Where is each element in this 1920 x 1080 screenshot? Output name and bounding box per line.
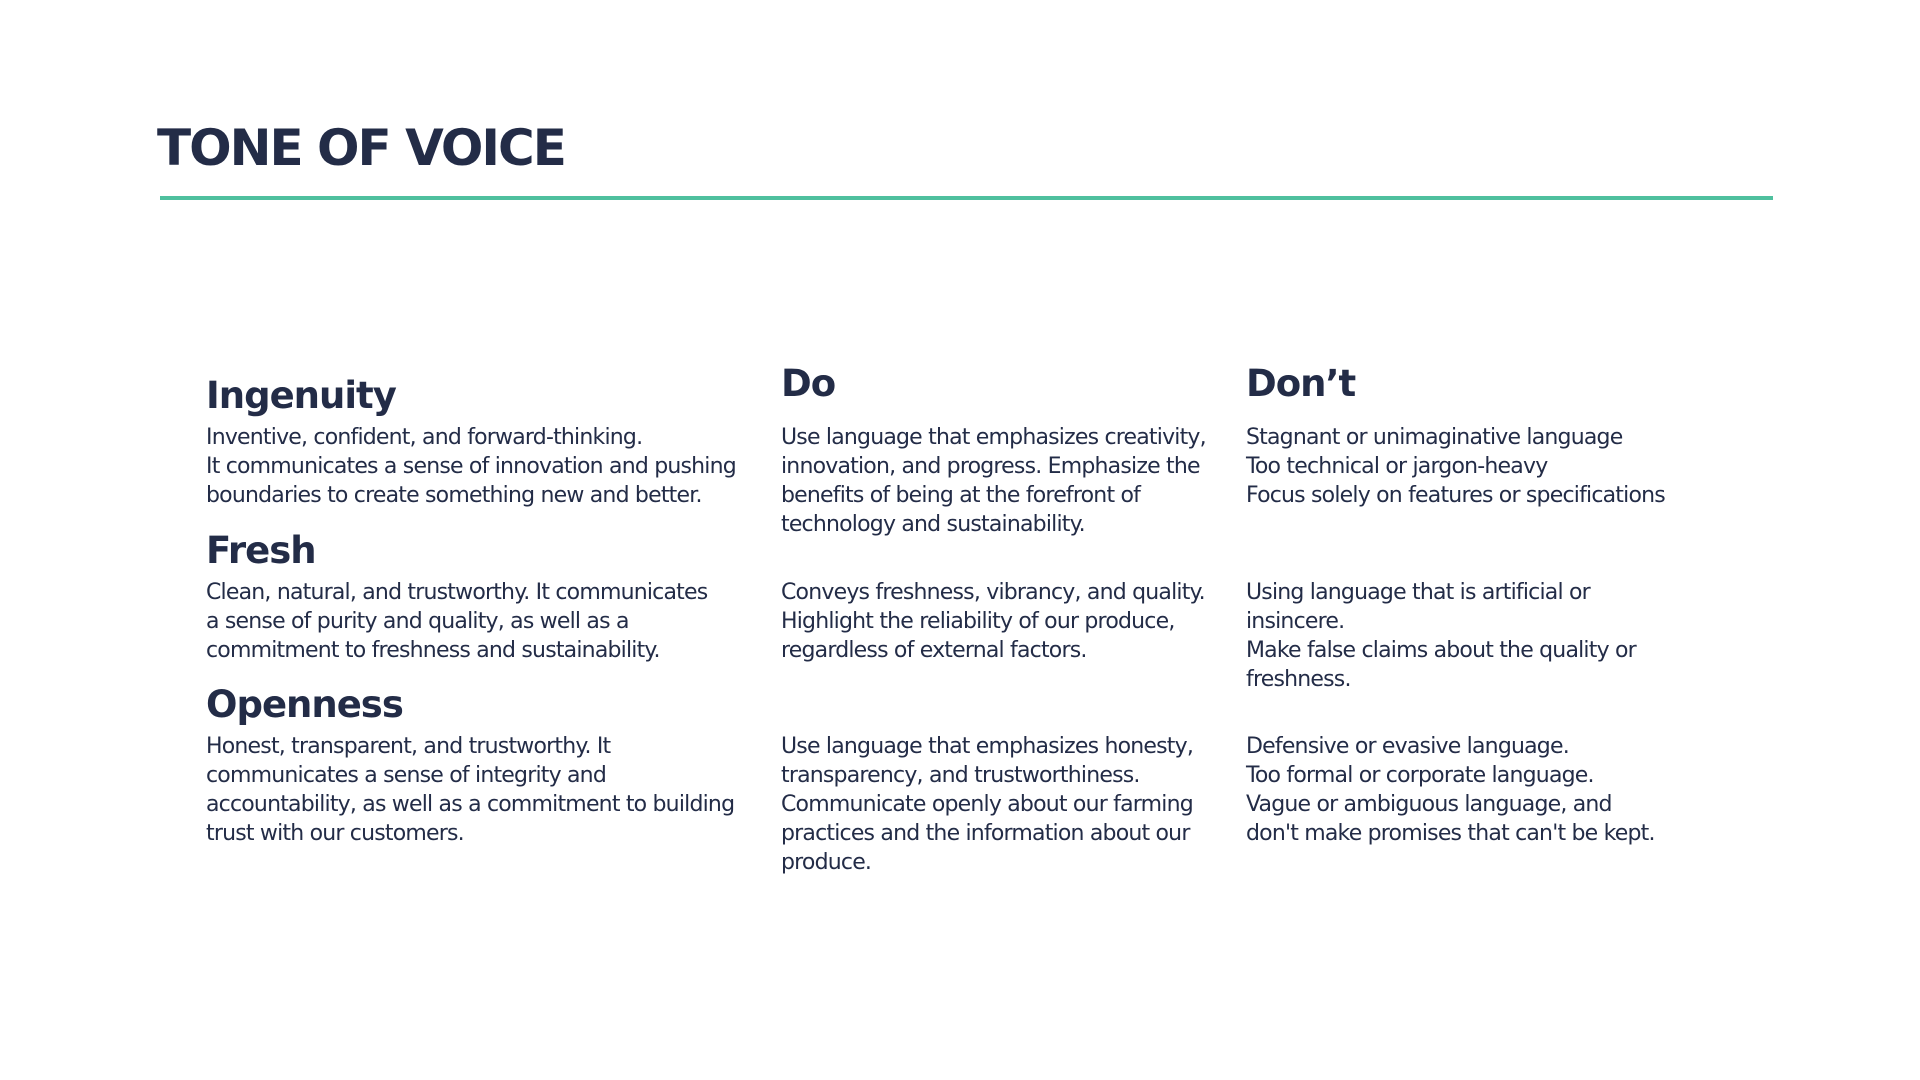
dont-line: Stagnant or unimaginative language — [1246, 425, 1623, 450]
description-line: a sense of purity and quality, as well as a — [206, 609, 629, 634]
description-line: accountability, as well as a commitment to building — [206, 792, 735, 817]
do-line: transparency, and trustworthiness. — [781, 763, 1140, 788]
description-line: commitment to freshness and sustainability. — [206, 638, 660, 663]
do-line: Conveys freshness, vibrancy, and quality. — [781, 580, 1205, 605]
description-line: It communicates a sense of innovation and pushing — [206, 454, 736, 479]
do-line: Communicate openly about our farming — [781, 792, 1193, 817]
value-name-ingenuity: Ingenuity — [206, 374, 396, 417]
dont-line: freshness. — [1246, 667, 1351, 692]
description-line: communicates a sense of integrity and — [206, 763, 606, 788]
do-line: produce. — [781, 850, 872, 875]
dont-line: Vague or ambiguous language, and — [1246, 792, 1612, 817]
dont-line: Focus solely on features or specifications — [1246, 483, 1665, 508]
dont-text-ingenuity — [1246, 423, 1665, 510]
value-description-fresh — [206, 578, 707, 665]
title-divider — [160, 196, 1773, 200]
do-line: Use language that emphasizes creativity, — [781, 425, 1206, 450]
dont-text-openness — [1246, 732, 1655, 848]
dont-line: insincere. — [1246, 609, 1345, 634]
dont-heading: Don’t — [1246, 362, 1356, 405]
page-title: TONE OF VOICE — [157, 119, 565, 177]
description-line: Inventive, confident, and forward-thinking. — [206, 425, 643, 450]
dont-line: Make false claims about the quality or — [1246, 638, 1636, 663]
do-line: regardless of external factors. — [781, 638, 1087, 663]
do-text-openness — [781, 732, 1193, 877]
do-heading: Do — [781, 362, 836, 405]
do-line: Highlight the reliability of our produce, — [781, 609, 1175, 634]
do-text-fresh — [781, 578, 1205, 665]
value-name-fresh: Fresh — [206, 529, 316, 572]
do-line: technology and sustainability. — [781, 512, 1085, 537]
do-line: Use language that emphasizes honesty, — [781, 734, 1194, 759]
dont-line: don't make promises that can't be kept. — [1246, 821, 1655, 846]
dont-line: Using language that is artificial or — [1246, 580, 1590, 605]
dont-text-fresh — [1246, 578, 1636, 694]
description-line: Honest, transparent, and trustworthy. It — [206, 734, 611, 759]
value-description-openness — [206, 732, 734, 848]
value-description-ingenuity — [206, 423, 736, 510]
description-line: boundaries to create something new and better. — [206, 483, 702, 508]
dont-line: Defensive or evasive language. — [1246, 734, 1569, 759]
do-line: innovation, and progress. Emphasize the — [781, 454, 1200, 479]
do-text-ingenuity — [781, 423, 1206, 539]
dont-line: Too technical or jargon-heavy — [1246, 454, 1548, 479]
dont-line: Too formal or corporate language. — [1246, 763, 1594, 788]
description-line: Clean, natural, and trustworthy. It communicates — [206, 580, 708, 605]
value-name-openness: Openness — [206, 683, 403, 726]
description-line: trust with our customers. — [206, 821, 464, 846]
do-line: benefits of being at the forefront of — [781, 483, 1141, 508]
do-line: practices and the information about our — [781, 821, 1190, 846]
